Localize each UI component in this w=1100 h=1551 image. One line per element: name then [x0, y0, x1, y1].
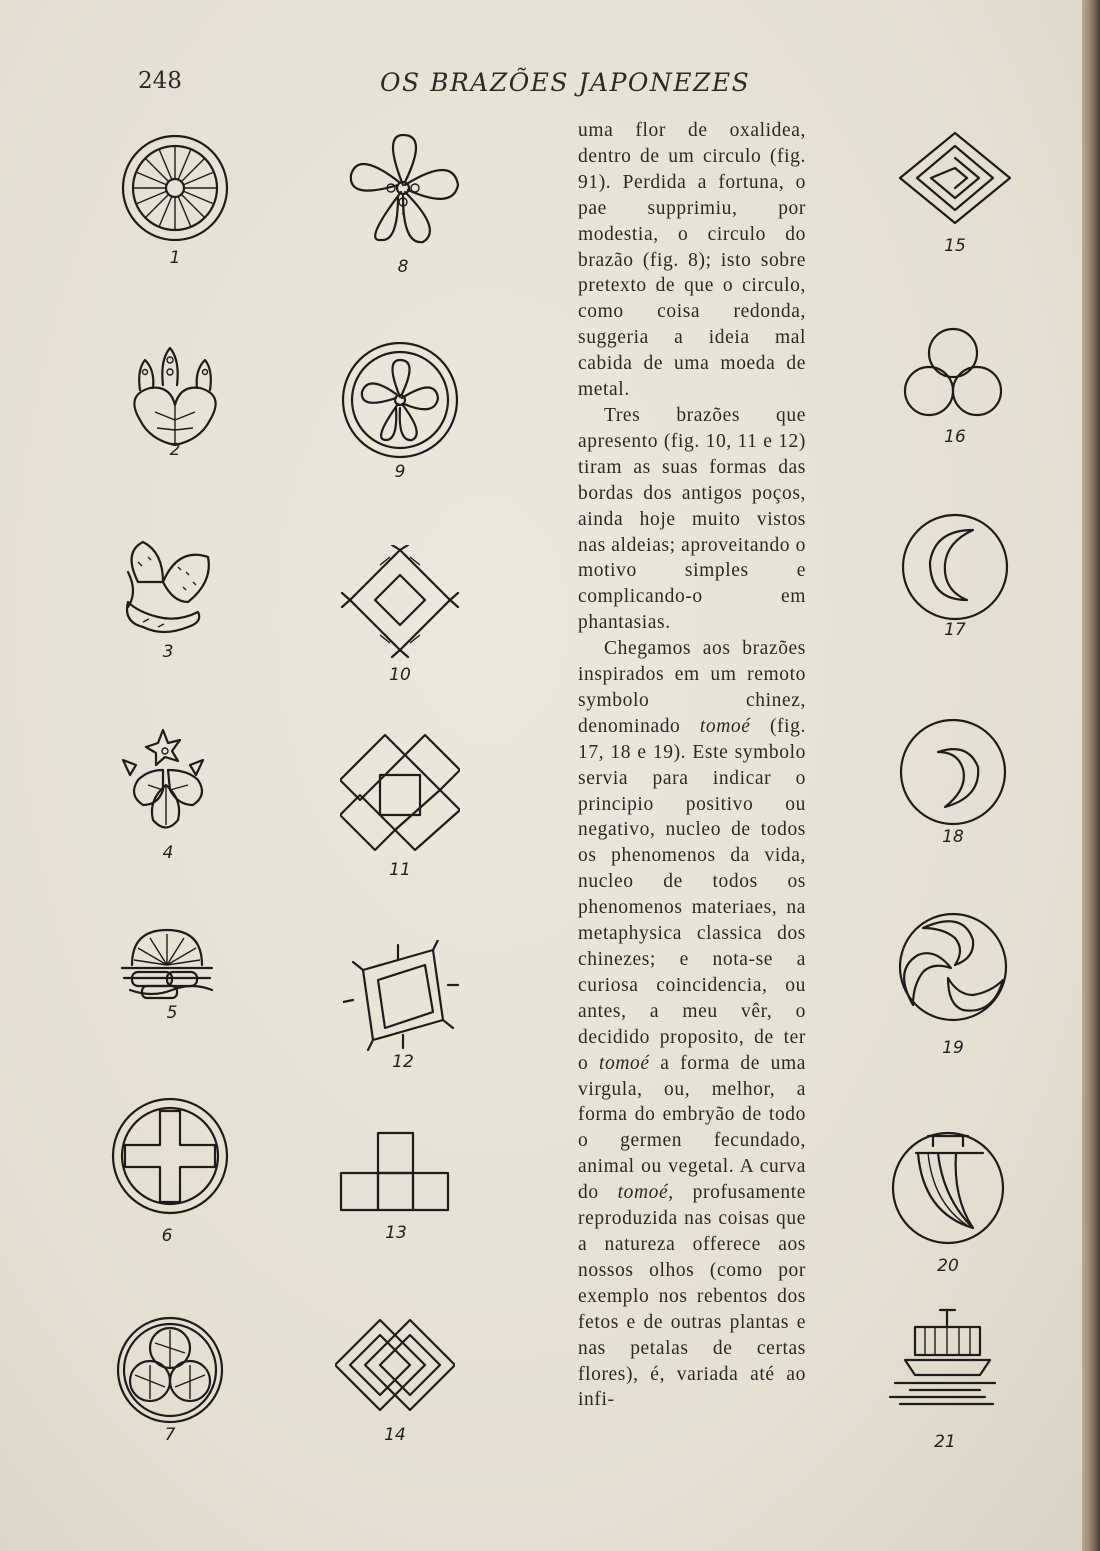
figure-number: 2 — [169, 440, 181, 460]
figure-number: 12 — [392, 1052, 414, 1072]
figure-7-three-hollyhock-crest — [110, 1315, 230, 1465]
page-number: 248 — [138, 68, 182, 94]
figure-number: 7 — [164, 1425, 176, 1445]
half-chrysanthemum-icon — [112, 920, 232, 1045]
leaves-flower-icon — [108, 725, 228, 850]
page-header — [0, 68, 1082, 108]
paragraph-3 — [578, 636, 806, 1413]
figure-8-oxalis-flower-crest — [343, 130, 463, 280]
figure-10-well-frame-crest — [340, 545, 460, 695]
figure-number: 15 — [944, 236, 966, 256]
figure-number: 13 — [385, 1223, 407, 1243]
figure-number: 14 — [384, 1425, 406, 1445]
figure-number: 16 — [944, 427, 966, 447]
triple-tomoe-icon — [893, 910, 1013, 1035]
figure-number: 8 — [397, 257, 409, 277]
running-title: OS BRAZÕES JAPONEZES — [380, 68, 751, 97]
book-edge — [1082, 0, 1100, 1551]
figure-4-leaves-crest — [108, 725, 228, 875]
woven-square-icon — [340, 730, 460, 855]
interlaced-diamonds-icon — [335, 1315, 455, 1440]
tomoe-term: tomoé, — [617, 1182, 674, 1204]
figure-14-interlaced-diamonds-crest — [335, 1315, 455, 1465]
figure-18-tomoe-crest — [893, 717, 1013, 867]
figure-number: 20 — [937, 1256, 959, 1276]
figure-20-sail-in-circle-crest — [888, 1128, 1008, 1278]
figure-number: 17 — [944, 620, 966, 640]
figure-16-three-circles-crest — [895, 325, 1015, 475]
spiral-lozenge-icon — [895, 128, 1015, 253]
interlocked-frame-icon — [343, 940, 463, 1065]
figure-number: 11 — [389, 860, 411, 880]
figure-6-cross-in-circle-crest — [107, 1098, 227, 1248]
boat-icon — [885, 1305, 1005, 1430]
paragraph-2: Tres brazões que apresento (fig. 10, 11 e 12) tiram as suas formas das bordas dos antigos poços, ainda hoje muito vistos nas aldeias; aproveitando o motivo simples e complicando-o em phantasias. — [578, 404, 806, 634]
figure-number: 4 — [162, 843, 174, 863]
figure-11-woven-square-crest — [340, 730, 460, 880]
figure-12-interlocked-frame-crest — [343, 940, 463, 1090]
paragraph-3-text: a forma de uma virgula, ou, melhor, a forma do embryão de todo o germen fecundado, animal ou vegetal. A curva do — [578, 1052, 806, 1204]
figure-number: 18 — [942, 827, 964, 847]
butterfly-icon — [108, 532, 228, 657]
figure-19-triple-tomoe-crest — [893, 910, 1013, 1060]
figure-number: 6 — [161, 1226, 173, 1246]
figure-number: 10 — [389, 665, 411, 685]
single-tomoe-icon — [895, 512, 1015, 637]
figure-number: 19 — [942, 1038, 964, 1058]
body-text-column — [578, 118, 806, 1413]
figure-3-butterfly-crest — [108, 532, 228, 682]
paragraph-3-text: (fig. 17, 18 e 19). Este symbolo servia para indicar o principio positivo ou negativo, nucleo de todos os phenomenos da vida, nucleo de todos os phenomenos materiaes, na metaphysica classica dos chinezes; e nota-se a curiosa coincidencia, ou antes, a meu vêr, o decidido proposito, de ter o — [578, 715, 806, 1074]
figure-number: 1 — [169, 248, 181, 268]
figure-15-spiral-lozenge-crest — [895, 128, 1015, 278]
figure-number: 5 — [166, 1003, 178, 1023]
oxalis-flower-icon — [343, 130, 463, 255]
paragraph-3-text: Chegamos aos brazões inspirados em um remoto symbolo chinez, denominado — [578, 638, 806, 737]
figure-21-boat-crest — [885, 1305, 1005, 1455]
figure-1-chrysanthemum-crest — [115, 128, 235, 278]
hollyhock-icon — [110, 1315, 230, 1440]
oxalis-in-circle-icon — [340, 342, 460, 467]
figure-17-tomoe-crest — [895, 512, 1015, 662]
figure-5-chrysanthemum-water-crest — [112, 920, 232, 1070]
figure-number: 21 — [934, 1432, 956, 1452]
chrysanthemum-icon — [115, 128, 235, 253]
figure-13-stacked-squares-crest — [336, 1128, 456, 1278]
tomoe-term: tomoé — [699, 715, 751, 737]
figure-9-oxalis-in-circle-crest — [340, 342, 460, 492]
tomoe-term: tomoé — [599, 1052, 650, 1074]
single-tomoe-icon — [893, 717, 1013, 842]
figure-number: 3 — [162, 642, 174, 662]
figure-2-paulownia-crest — [115, 340, 235, 490]
well-frame-icon — [340, 545, 460, 670]
sail-in-circle-icon — [888, 1128, 1008, 1253]
figure-number: 9 — [394, 462, 406, 482]
paragraph-1: uma flor de oxalidea, dentro de um circulo (fig. 91). Perdida a fortuna, o pae supprimiu, por modestia, o circulo do brazão (fig. 8); isto sobre pretexto de que o circulo, como coisa redonda, suggeria a ideia mal cabida de uma moeda de metal. — [578, 120, 806, 401]
cross-in-circle-icon — [107, 1098, 237, 1223]
paragraph-3-text: profusamente reproduzida nas coisas que a natureza offerece aos nossos olhos (como por exemplo nos rebentos dos fetos e de outras plantas e nas petalas de certas flores), é, variada até ao infi- — [578, 1182, 806, 1411]
